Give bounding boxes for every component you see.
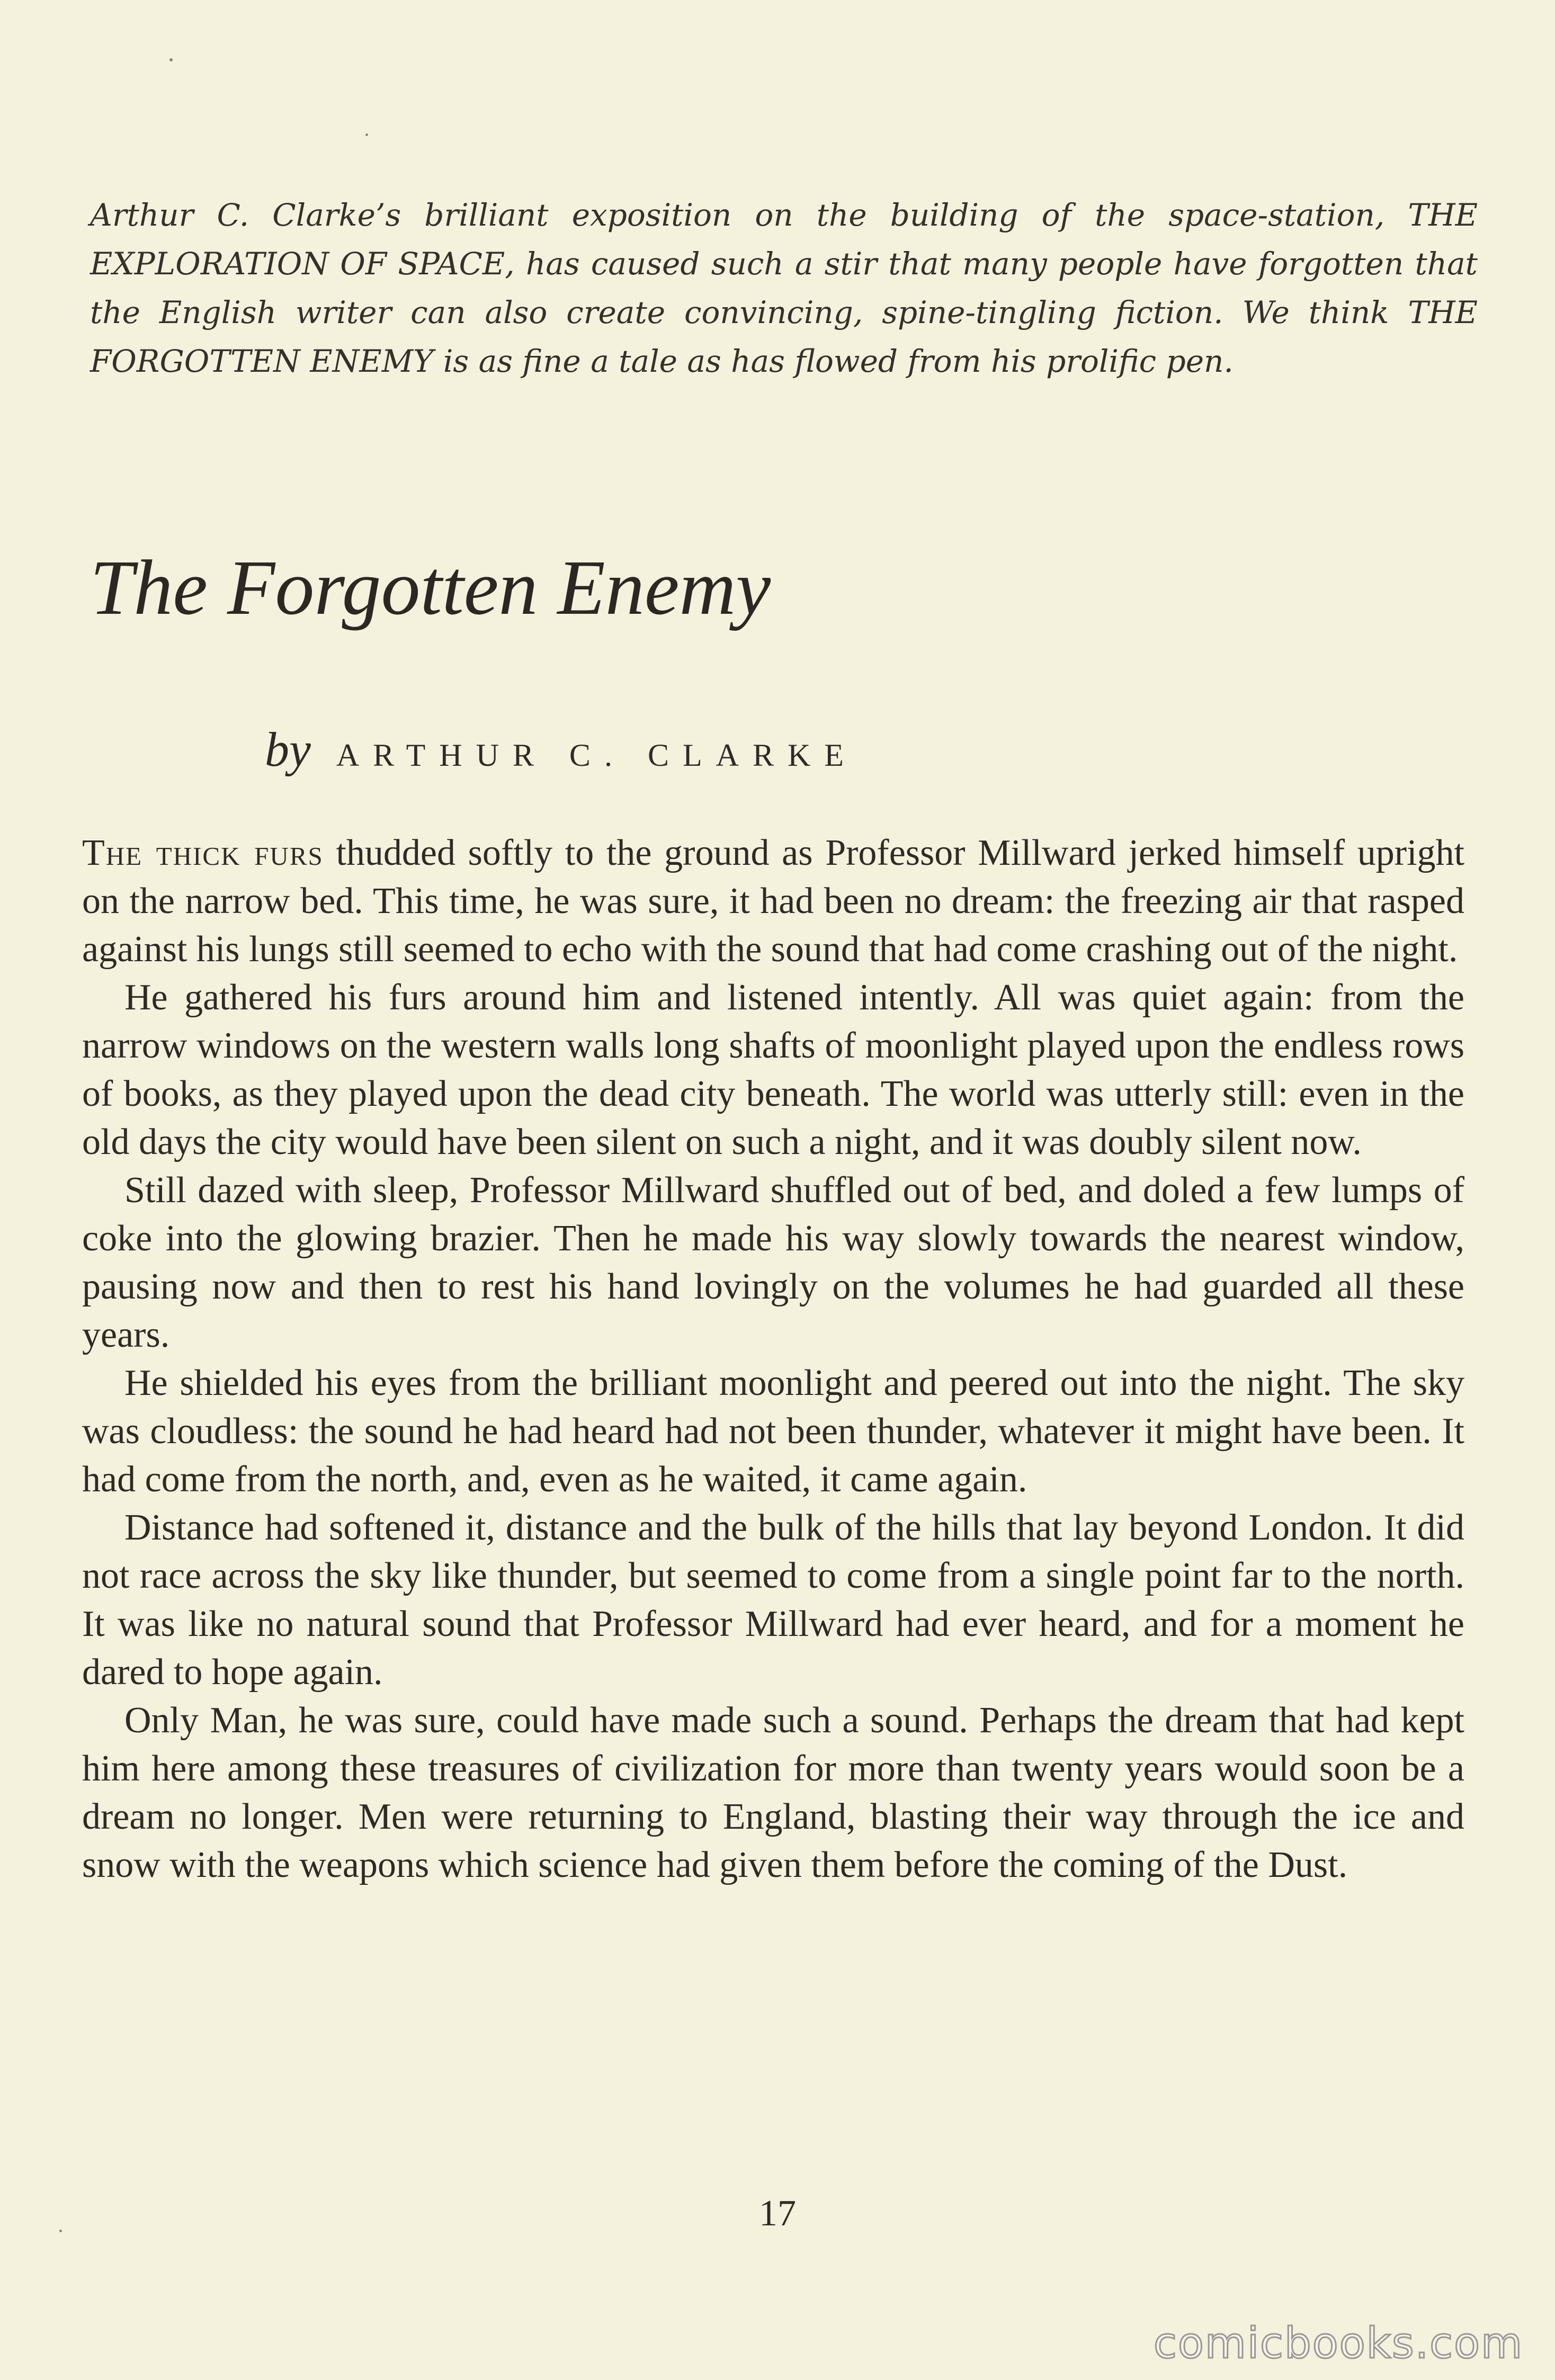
paragraph: Only Man, he was sure, could have made such a sound. Perhaps the dream that had kept him here among these treasures of civilization for more than twenty years would soon be a dream no longer. Men were returning to England, blasting their way through the ice and snow with the weapons which science had given them before the coming of the Dust. <box>82 1700 1464 1885</box>
paragraph: He gathered his furs around him and listened intently. All was quiet again: from the narrow windows on the western walls long shafts of moonlight played upon the endless rows of books, as they played upon the dead city beneath. The world was utterly still: even in the old days the city would have been silent on such a night, and it was doubly silent now. <box>82 977 1464 1162</box>
author-name: ARTHUR C. CLARKE <box>336 738 857 773</box>
paragraph: Still dazed with sleep, Professor Millward shuffled out of bed, and doled a few lumps of coke into the glowing brazier. Then he made his way slowly towards the nearest window, pausing now and then to rest his hand lovingly on the volumes he had guarded all these years. <box>82 1170 1464 1355</box>
byline <box>265 723 857 782</box>
paper-speck <box>169 58 173 61</box>
story-body <box>82 829 1464 1889</box>
editorial-introduction <box>90 191 1478 386</box>
byline-by: by <box>265 722 311 776</box>
paper-speck <box>365 133 368 136</box>
page-number: 17 <box>759 2193 796 2234</box>
paragraph <box>82 829 1464 973</box>
opening-smallcaps: The thick furs <box>82 833 324 873</box>
story-title: The Forgotten Enemy <box>90 544 771 631</box>
paragraph: He shielded his eyes from the brilliant moonlight and peered out into the night. The sky was cloudless: the sound he had heard had not been thunder, whatever it might have been. It had come from the north, and, even as he waited, it came again. <box>82 1363 1464 1500</box>
paragraph-text: thudded softly to the ground as Professor Millward jerked himself upright on the narrow bed. This time, he was sure, it had been no dream: the freezing air that rasped against his lungs still seemed to echo with the sound that had come crashing out of the night. <box>82 833 1464 970</box>
intro-text: Arthur C. Clarke’s brilliant exposition on the building of the space-station, THE EXPLORATION OF SPACE, has caused such a stir that many people have forgotten that the English writer can also create convincing, spine-tingling fiction. We think THE FORGOTTEN ENEMY is as fine a tale as has flowed from his prolific pen. <box>90 197 1478 379</box>
site-watermark: comicbooks.com <box>1153 2319 1523 2368</box>
paragraph: Distance had softened it, distance and the bulk of the hills that lay beyond London. It did not race across the sky like thunder, but seemed to come from a single point far to the north. It was like no natural sound that Professor Millward had ever heard, and for a moment he dared to hope again. <box>82 1507 1464 1693</box>
